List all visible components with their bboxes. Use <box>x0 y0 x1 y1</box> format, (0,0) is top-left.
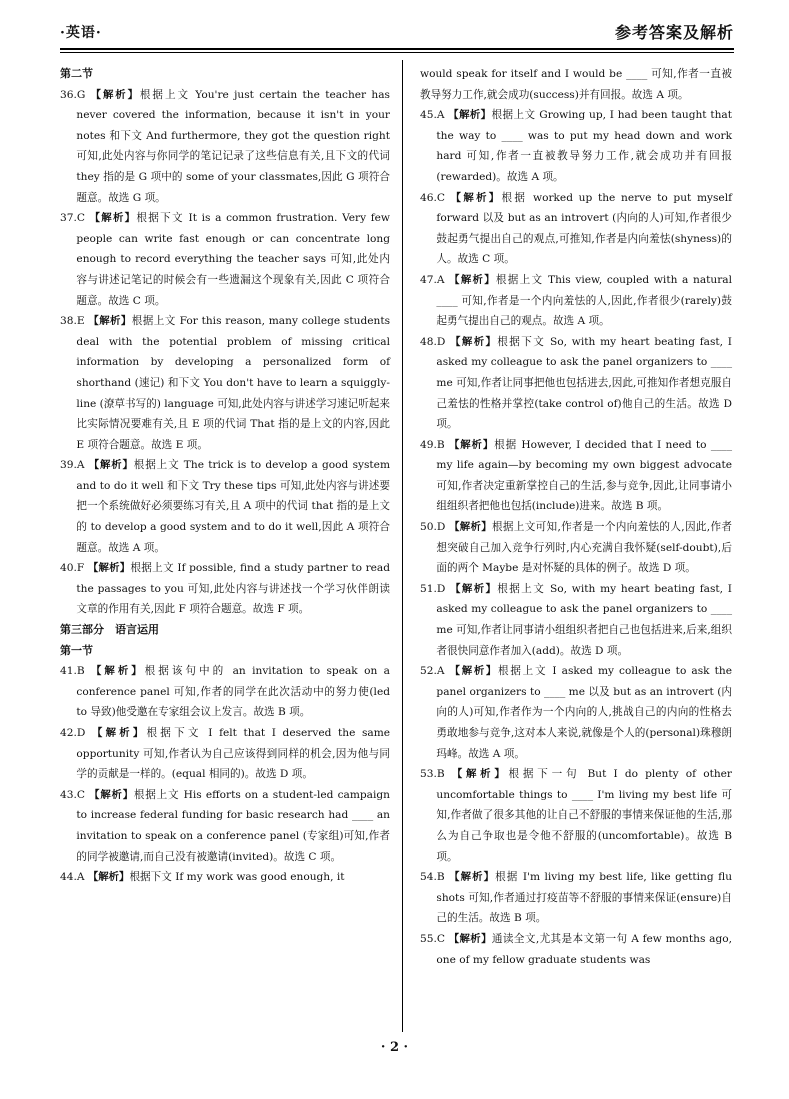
explanation-text: 根据下文 So, with my heart beating fast, I asked my colleague to ask the panel organizers to ____ me 可知,作者让同事把他也包括进去,因此,可推知作者想克服自己羞怯的性格并掌控(take control of)他自己的生活。故选 D 项。 <box>436 335 732 431</box>
answer-letter: A <box>436 273 445 286</box>
answer-item <box>420 270 732 332</box>
answer-letter: A <box>436 665 445 678</box>
explanation-text: 根据上文可知,作者是一个内向羞怯的人,因此,作者想突破自己加入竞争行列时,内心充满自我怀疑(self-doubt),后面的两个 Maybe 是对怀疑的具体的例子。故选 D 项。 <box>436 521 733 575</box>
page-header <box>60 14 734 50</box>
answer-letter: D <box>76 727 86 739</box>
question-number: 38. <box>60 315 77 328</box>
analysis-tag: 【解析】 <box>91 727 147 739</box>
answer-item <box>420 661 732 764</box>
explanation-text: 根据上文 His efforts on a student-led campaign to increase federal funding for basic research had ____ an invitation to speak on a conference panel (专家组)可知,作者的同学被邀请,而自己没有被邀请(invited)。故选 C 项。 <box>76 788 390 863</box>
header-rule-thick <box>60 48 734 50</box>
explanation-text: 根据上文 The trick is to develop a good system and to do it well 和下文 Try these tips 可知,此处内容与讲述要把一个系统做好必须要练习有关,且 A 项中的代词 that 指的是上文的 to develop a good system and to do it well,因此 A 项符合题意。故选 A 项。 <box>76 459 391 554</box>
question-number: 49. <box>420 438 437 451</box>
question-number: 43. <box>60 788 77 801</box>
question-number: 55. <box>420 932 437 945</box>
explanation-text: 根据下文 I felt that I deserved the same opportunity 可知,作者认为自己应该得到同样的机会,因为他与同学的贡献是一样的。(equal 相同的)。故选 D 项。 <box>76 727 391 781</box>
explanation-text: 根据 However, I decided that I need to ____ my life again—by becoming my own biggest advocate 可知,作者决定重新掌控自己的生活,参与竞争,因此,让同事请小组组织者把他也包括(include)进来。故选 B 项。 <box>436 438 733 513</box>
question-number: 48. <box>420 335 437 348</box>
answer-letter: C <box>436 191 445 204</box>
answer-item <box>60 455 390 558</box>
answer-letter: A <box>436 109 445 122</box>
analysis-tag: 【解析】 <box>89 212 137 225</box>
question-number: 51. <box>420 582 437 595</box>
answer-letter: B <box>436 438 445 451</box>
explanation-text: 根据上文 This view, coupled with a natural ____ 可知,作者是一个内向羞怯的人,因此,作者很少(rarely)鼓起勇气提出自己的观点。故选 A 项。 <box>436 273 733 328</box>
header-rule-thin <box>60 52 734 53</box>
explanation-text: 根据上文 So, with my heart beating fast, I asked my colleague to ask the panel organizers to ____ me 可知,作者让同事请小组组织者把自己也包括进来,后来,组织者很快同意作者加入(add)。故选 D 项。 <box>436 582 732 657</box>
question-number: 46. <box>420 191 437 204</box>
analysis-tag: 【解析】 <box>89 788 134 801</box>
answer-letter: F <box>76 562 85 575</box>
answer-item <box>420 105 732 187</box>
answer-item <box>420 517 732 579</box>
analysis-tag: 【解析】 <box>451 768 509 781</box>
answer-list-right <box>420 105 732 970</box>
analysis-tag: 【解析】 <box>450 191 502 204</box>
question-number: 41. <box>60 665 77 678</box>
answer-letter: A <box>76 459 85 472</box>
question-number: 42. <box>60 727 77 739</box>
explanation-text: 根据该句中的 an invitation to speak on a conference panel 可知,作者的同学在此次活动中的努力使(led to 导致)他受邀在专家组会议上发言。故选 B 项。 <box>76 665 390 719</box>
answer-item <box>420 867 732 929</box>
explanation-text: 根据上文 I asked my colleague to ask the panel organizers to ____ me 以及 but as an introvert (内向的人)可知,作者作为一个内向的人,挑战自己的内向的性格去勇敢地参与竞争,这对本人来说,就像是个人的(personal)珠穆朗玛峰。故选 A 项。 <box>436 665 733 760</box>
analysis-tag: 【解析】 <box>449 521 492 534</box>
question-number: 52. <box>420 665 437 678</box>
answer-letter: B <box>436 871 445 884</box>
analysis-tag: 【解析】 <box>449 273 496 286</box>
explanation-text: 根据上文 For this reason, many college students deal with the potential problem of missing critical information by developing a personalized form of shorthand (速记) 和下文 You don't have to learn a squiggly-line (潦草书写的) language 可知,此处内容与讲述学习速记听起来比实际情况要难有关,且 E 项的代词 That 指的是上文的内容,因此 E 项符合题意。故选 E 项。 <box>76 315 391 451</box>
answer-letter: A <box>76 871 85 884</box>
answer-item <box>60 311 390 455</box>
part-heading: 第三部分 语言运用 <box>60 623 159 637</box>
explanation-text: 根据上文 Growing up, I had been taught that the way to ____ was to put my head down and work hard 可知,作者一直被教导努力工作,就会成功并有回报(rewarded)。故选 A 项。 <box>436 109 732 183</box>
answer-letter: C <box>76 788 85 801</box>
question-number: 47. <box>420 273 437 286</box>
answer-item <box>60 558 390 620</box>
section-heading: 第二节 <box>60 67 93 80</box>
answer-item <box>420 188 732 270</box>
answer-letter: D <box>436 582 446 595</box>
answer-letter: E <box>76 315 85 328</box>
explanation-text: 根据下一句 But I do plenty of other uncomfortable things to ____ I'm living my best life 可知,作者做了很多其他的让自己不舒服的事情来保证他的生活,那么为自己争取也是令他不舒服的(uncomfortable)。故选 B 项。 <box>436 768 733 863</box>
answer-item <box>60 723 390 785</box>
explanation-text: 根据 I'm living my best life, like getting flu shots 可知,作者通过打疫苗等不舒服的事情来保证(ensure)自己的生活。故选 B 项。 <box>436 871 733 925</box>
answer-letter: C <box>436 932 445 945</box>
answer-item <box>60 661 390 723</box>
analysis-tag: 【解析】 <box>88 459 134 472</box>
explanation-text: 根据下文 It is a common frustration. Very few people can write fast enough or can concentrate long enough to record everything the teacher says 可知,此处内容与讲述记笔记的时候会有一些遗漏这个现象有关,因此 C 项符合题意。故选 C 项。 <box>76 212 390 307</box>
question-number: 36. <box>60 88 77 101</box>
answer-item <box>420 579 732 661</box>
answer-item <box>60 208 390 311</box>
analysis-tag: 【解析】 <box>448 932 492 945</box>
column-divider <box>402 60 403 1032</box>
analysis-tag: 【解析】 <box>449 665 499 678</box>
analysis-tag: 【解析】 <box>450 335 498 348</box>
analysis-tag: 【解析】 <box>448 109 492 122</box>
answer-letter: B <box>436 768 445 781</box>
answer-item <box>420 435 732 517</box>
left-column <box>60 64 390 888</box>
explanation-text: 根据 worked up the nerve to put myself forward 以及 but as an introvert (内向的人)可知,作者很少鼓起勇气提出自己的观点,可推知,作者是内向羞怯(shyness)的人。故选 C 项。 <box>436 191 732 266</box>
answer-letter: C <box>76 212 85 225</box>
answer-letter: B <box>76 665 85 678</box>
answer-item <box>420 929 732 970</box>
right-column <box>420 64 732 970</box>
question-number: 39. <box>60 459 77 472</box>
answer-letter: G <box>76 88 86 101</box>
explanation-text: 根据上文 You're just certain the teacher has never covered the information, because it isn't in your notes 和下文 And furthermore, they got the question right 可知,此处内容与你同学的笔记记录了这些信息有关,且下文的代词 they 指的是 G 项中的 some of your classmates,因此 G 项符合题意。故选 G 项。 <box>76 88 390 204</box>
answer-letter: D <box>436 335 446 348</box>
analysis-tag: 【解析】 <box>449 871 496 884</box>
answer-item <box>420 764 732 867</box>
question-number: 44. <box>60 871 77 884</box>
explanation-text: 根据上文 If possible, find a study partner to read the passages to you 可知,此处内容与讲述找一个学习伙伴朗读文章的作用有关,因此 F 项符合题意。故选 F 项。 <box>76 562 391 616</box>
answer-list-section-2 <box>60 85 390 620</box>
question-number: 45. <box>420 109 437 122</box>
question-number: 50. <box>420 521 437 534</box>
document-title: 参考答案及解析 <box>614 23 734 42</box>
analysis-tag: 【解析】 <box>90 88 140 101</box>
answer-item <box>60 867 390 888</box>
question-number: 54. <box>420 871 437 884</box>
analysis-tag: 【解析】 <box>87 871 130 884</box>
question-number: 40. <box>60 562 77 575</box>
answer-list-section-3 <box>60 661 390 888</box>
question-number: 53. <box>420 768 437 781</box>
continued-explanation: would speak for itself and I would be ____ 可知,作者一直被教导努力工作,就会成功(success)并有回报。故选 A 项。 <box>420 68 732 101</box>
question-number: 37. <box>60 212 77 225</box>
analysis-tag: 【解析】 <box>448 438 495 451</box>
sub-heading: 第一节 <box>60 643 93 657</box>
answer-letter: D <box>436 521 446 534</box>
answer-item <box>60 85 390 209</box>
answer-item <box>60 785 390 867</box>
page-number: · 2 · <box>380 1040 409 1055</box>
analysis-tag: 【解析】 <box>88 315 132 328</box>
analysis-tag: 【解析】 <box>91 665 145 678</box>
answer-item <box>420 332 732 435</box>
subject-title: ·英语· <box>60 25 102 41</box>
explanation-text: 根据下文 If my work was good enough, it <box>129 871 345 884</box>
analysis-tag: 【解析】 <box>87 562 131 575</box>
analysis-tag: 【解析】 <box>450 582 498 595</box>
explanation-text: 通读全文,尤其是本文第一句 A few months ago, one of my fellow graduate students was <box>436 932 733 966</box>
